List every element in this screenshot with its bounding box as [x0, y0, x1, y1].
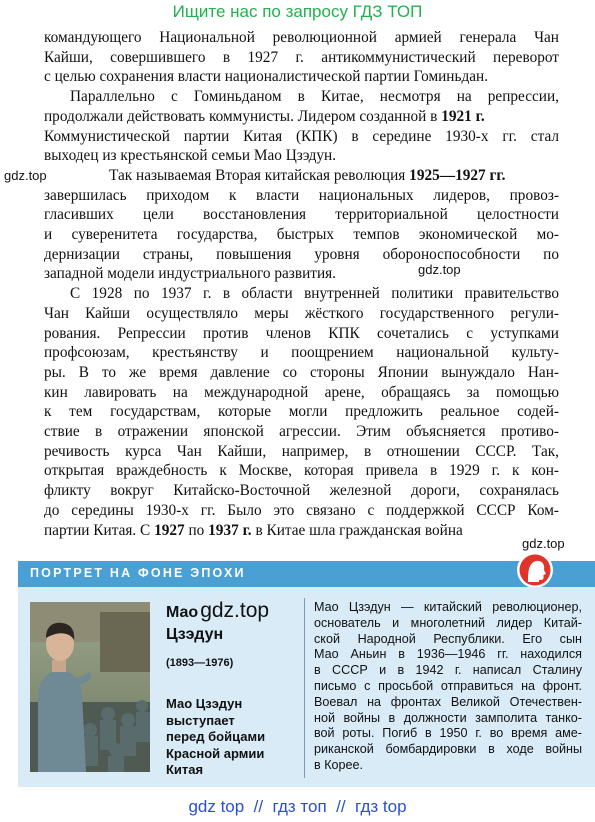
text-line: гласивших цели восстановления территориальной целостности — [44, 206, 559, 224]
text-line: Параллельно с Гоминьданом в Китае, несмотря на репрессии, — [70, 88, 559, 106]
person-name — [166, 600, 269, 646]
text-line: кин лавировать на международной арене, обращаясь за помощью — [44, 383, 559, 401]
bio-line: риканской бомбардировки в ходе войны — [314, 742, 582, 757]
text-line: речивость курса Чан Кайши, например, в отношении СССР. Так, — [44, 442, 559, 460]
text-line: Кайши, совершившего в 1927 г. антикоммунистический переворот — [44, 48, 559, 66]
mao-speech-photo — [30, 602, 150, 772]
text-line: ствие в отражении японской агрессии. Этим объясняется противо- — [44, 423, 559, 441]
text-line: и суверенитета государства, быстрых темпов экономической мо- — [44, 226, 559, 244]
top-watermark-banner[interactable]: Ищите нас по запросу ГДЗ ТОП — [172, 2, 423, 21]
text-line: Коммунистической партии Китая (КПК) в середине 1930-х гг. стал — [44, 127, 559, 145]
text-line: фликту вокруг Китайско-Восточной железной дороги, сохранялась — [44, 482, 559, 500]
text-line: западной модели индустриального развития. — [44, 265, 336, 283]
text-line: командующего Национальной революционной армией генерала Чан — [44, 29, 559, 46]
bio-line: в Корее. — [314, 757, 364, 772]
text-line: партии Китая. С 1927 по 1937 г. в Китае шла гражданская война — [44, 521, 463, 539]
text-line: продолжали действовать коммунисты. Лидером созданной в 1921 г. — [44, 107, 485, 125]
watermark-lower-right: gdz.top — [522, 536, 565, 551]
text-line: к тем государствам, которые могли предложить реальное содей- — [44, 403, 559, 421]
bio-line: Воевал на фронтах Великой Отечествен- — [314, 694, 582, 709]
person-first-name: Мао — [166, 604, 199, 621]
watermark-in-name: gdz.top — [200, 599, 270, 622]
bio-line: письмо с просьбой отправиться на фронт. — [314, 678, 582, 693]
text-line: открытая враждебность к Москве, которая привела в 1929 г. к кон- — [44, 462, 559, 480]
text-line: профсоюзам, крестьянству и поощрением национальной культу- — [44, 344, 559, 362]
person-last-name: Цзэдун — [166, 626, 224, 643]
watermark-left: gdz.top — [4, 168, 47, 183]
text-line: дернизации страны, повышения уровня обороноспособности по — [44, 245, 559, 263]
text-line: выходец из крестьянской семьи Мао Цзэдун. — [44, 147, 337, 165]
caption-line: Китая — [166, 762, 204, 778]
bio-line: Мао Цзэдун — китайский революционер, — [314, 600, 582, 614]
bio-line: вой роты. Погиб в 1950 г. во время аме- — [314, 726, 582, 741]
portrait-section-header — [18, 561, 595, 587]
profile-head-icon — [516, 551, 554, 589]
text-line: до середины 1930-х гг. Было это связано с поддержкой СССР Ком- — [44, 501, 559, 519]
text-line: Так называемая Вторая китайская революция 1925—1927 гг. — [109, 166, 506, 184]
panel-divider — [304, 598, 305, 778]
bio-line: Мао Аньин в 1936—1946 гг. находился — [314, 647, 582, 662]
text-line: ры. В то же время давление со стороны Японии вынуждало Нан- — [44, 363, 559, 381]
text-line: завершилась приходом к власти национальных лидеров, провоз- — [44, 186, 559, 204]
portrait-section-title: ПОРТРЕТ НА ФОНЕ ЭПОХИ — [30, 566, 246, 580]
life-years: (1893—1976) — [166, 657, 234, 669]
bio-line: ской Народной Республики. Его сын — [314, 631, 582, 646]
watermark-mid-right: gdz.top — [418, 262, 461, 277]
caption-line: Мао Цзэдун — [166, 696, 243, 711]
caption-line: Красной армии — [166, 745, 265, 761]
biography-text — [314, 600, 582, 774]
text-line: Чан Кайши осуществляло меры жёсткого государственного регули- — [44, 304, 559, 322]
text-line: С 1928 по 1937 г. в области внутренней политики правительство — [70, 285, 559, 303]
bio-line: основатель и многолетний лидер Китай- — [314, 615, 582, 630]
text-line: с целью сохранения власти националистической партии Гоминьдан. — [44, 68, 489, 86]
bottom-watermark-banner[interactable]: gdz top // гдз топ // гдз top — [188, 797, 407, 816]
text-line: рования. Репрессии против членов КПК сочетались с уступками — [44, 324, 559, 342]
caption-line: выступает — [166, 712, 235, 728]
bio-line: в СССР и в 1942 г. написал Сталину — [314, 663, 582, 678]
bio-line: ной войны в должности замполита танко- — [314, 710, 582, 725]
main-text — [44, 28, 559, 540]
caption-line: перед бойцами — [166, 729, 266, 745]
photo-caption — [166, 696, 265, 779]
